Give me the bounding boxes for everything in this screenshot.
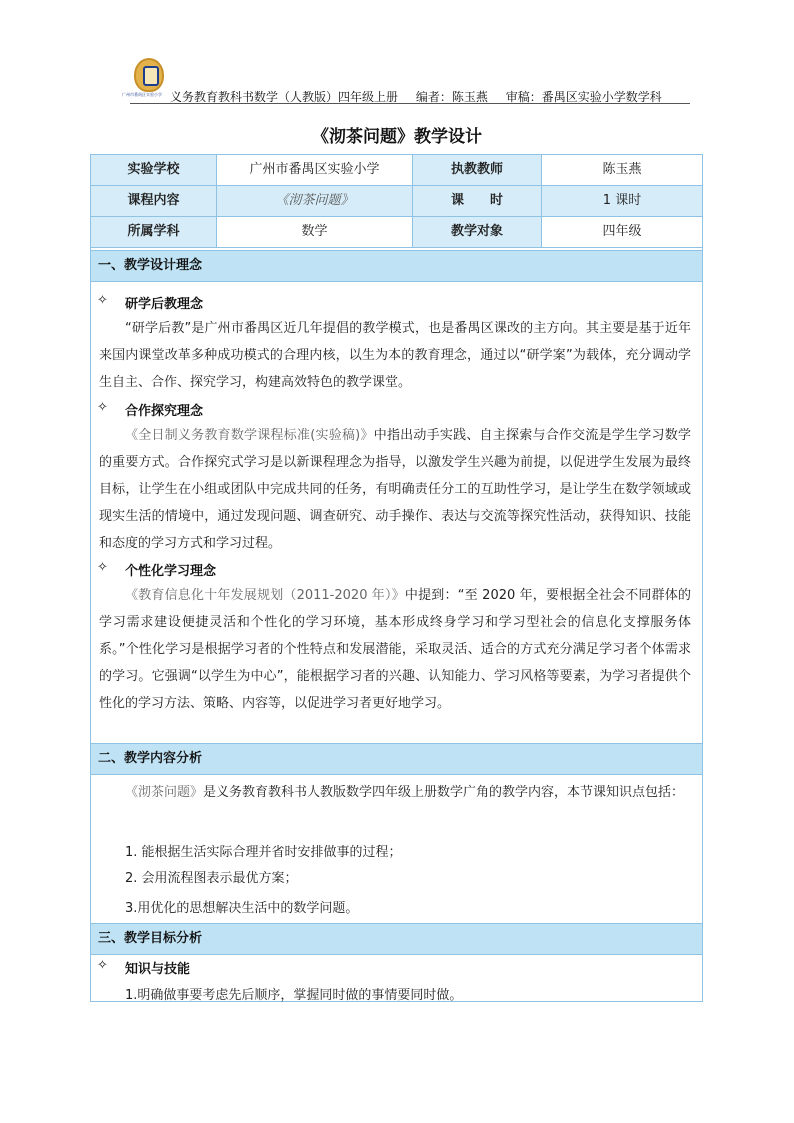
paragraph-text: 中指出动手实践、自主探索与合作交流是学生学习数学的重要方式。合作探究式学习是以新课程理念为指导，以激发学生兴趣为前提，以促进学生发展为最终目标，让学生在小组或团队中完成共同的任务，有明确责任分工的互助性学习，是让学生在数学领域或现实生活的情境中，通过发现问题、调查研究、动手操作、表达与交流等探究性活动，获得知识、技能和态度的学习方式和学习过程。 [99, 428, 691, 551]
paragraph [99, 582, 691, 717]
info-label: 执教教师 [413, 155, 542, 185]
section-title: 二、教学内容分析 [91, 743, 702, 775]
subsection-label: 知识与技能 [125, 962, 191, 977]
info-value: 数学 [217, 217, 413, 247]
info-row-course [91, 186, 702, 217]
paragraph-text: 是义务教育教科书人教版数学四年级上册数学广角的教学内容，本节课知识点包括： [203, 785, 685, 800]
info-label: 实验学校 [91, 155, 217, 185]
info-value: 陈玉燕 [542, 155, 702, 185]
paragraph: “研学后教”是广州市番禺区近几年提倡的教学模式，也是番禺区课改的主方向。其主要是基于近年来国内课堂改革多种成功模式的合理内核，以生为本的教育理念，通过以“研学案”为载体，充分调动学生自主、合作、探究学习，构建高效特色的教学课堂。 [99, 321, 691, 390]
paragraph [99, 779, 691, 806]
header-text [170, 88, 676, 105]
paragraph-text: 中提到：“至 2020 年，要根据全社会不同群体的学习需求建设便捷灵活和个性化的学习环境，基本形成终身学习和学习型社会的信息化支撑服务体系。”个性化学习是根据学习者的个性特点和发展潜能，采取灵活、适合的方式充分满足学习者个体需求的学习。它强调“以学生为中心”，能根据学习者的兴趣、认知能力、学习风格等要素，为学习者提供个性化的学习方法、策略、内容等，以促进学习者更好地学习。 [99, 588, 691, 711]
subsection-label: 研学后教理念 [125, 297, 204, 312]
list-item: 1.明确做事要考虑先后顺序，掌握同时做的事情要同时做。 [125, 988, 463, 1003]
header-editor: 编者：陈玉燕 [415, 90, 488, 104]
info-value: 四年级 [542, 217, 702, 247]
diamond-bullet-icon: ✧ [97, 958, 108, 973]
info-value: 1 课时 [602, 193, 642, 208]
page-header [122, 56, 690, 104]
info-label: 课程内容 [91, 186, 217, 216]
list-item: 3.用优化的思想解决生活中的数学问题。 [125, 901, 359, 916]
header-book: 义务教育教科书数学（人教版）四年级上册 [170, 90, 399, 104]
info-row-school [91, 155, 702, 186]
diamond-bullet-icon: ✧ [97, 293, 108, 308]
info-label: 课 时 [413, 186, 542, 216]
paragraph-lead: 《教育信息化十年发展规划（2011-2020 年）》 [125, 588, 405, 603]
list-item: 2. 会用流程图表示最优方案； [125, 871, 298, 886]
paragraph-lead: 《全日制义务教育数学课程标准(实验稿)》 [125, 428, 374, 443]
info-value: 《沏茶问题》 [217, 186, 413, 216]
section-title: 一、教学设计理念 [91, 250, 702, 282]
subsection-label: 个性化学习理念 [125, 564, 217, 579]
info-value: 广州市番禺区实验小学 [217, 155, 413, 185]
section-title: 三、教学目标分析 [91, 923, 702, 955]
paragraph-lead: 《沏茶问题》 [125, 785, 204, 800]
list-item: 1. 能根据生活实际合理并省时安排做事的过程； [125, 845, 402, 860]
lesson-plan-table [90, 154, 703, 1002]
header-reviewer: 审稿：番禺区实验小学数学科 [505, 90, 662, 104]
logo-book-icon [143, 66, 159, 86]
diamond-bullet-icon: ✧ [97, 560, 108, 575]
document-title: 《沏茶问题》教学设计 [312, 127, 482, 147]
info-label: 教学对象 [413, 217, 542, 247]
paragraph [99, 422, 691, 557]
info-label: 所属学科 [91, 217, 217, 247]
info-row-subject [91, 217, 702, 248]
diamond-bullet-icon: ✧ [97, 400, 108, 415]
logo-caption: 广州市番禺区实验小学 [122, 92, 162, 97]
subsection-label: 合作探究理念 [125, 404, 204, 419]
school-logo-icon [134, 58, 164, 92]
